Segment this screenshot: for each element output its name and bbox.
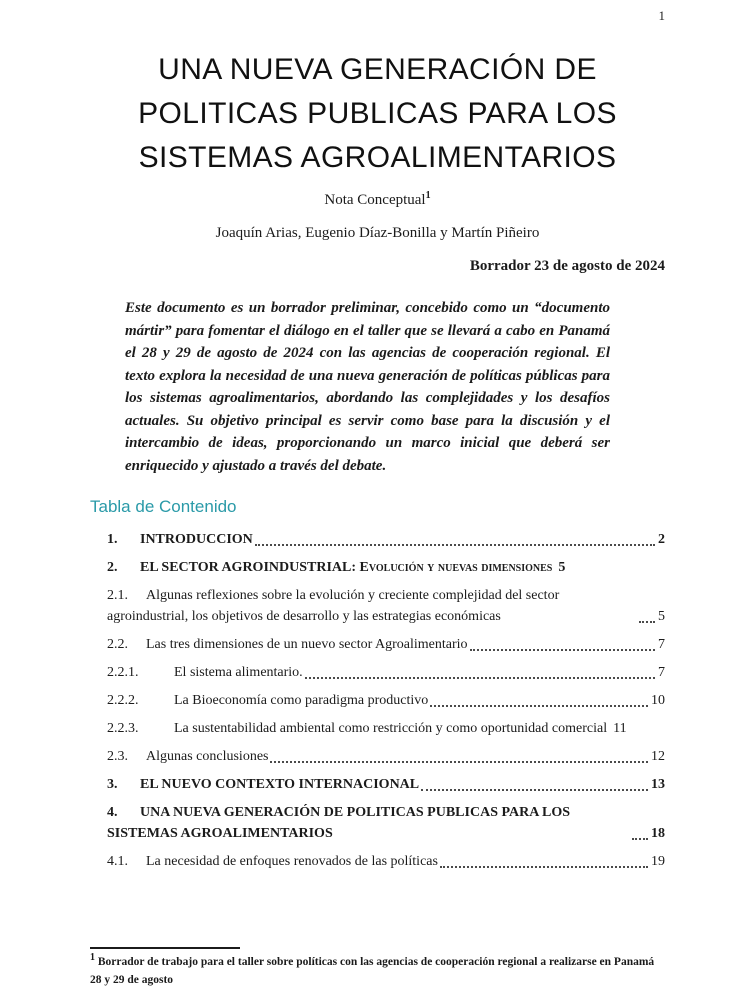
toc-entry-text: Algunas conclusiones bbox=[146, 749, 269, 765]
authors-line: Joaquín Arias, Eugenio Díaz-Bonilla y Martín Piñeiro bbox=[215, 225, 540, 242]
footnote-text: $^1$ Borrador de trabajo para el taller sobre políticas con las agencias de cooperación regional a realizarse en Panamá 28 y 29 de agosto bbox=[90, 952, 655, 987]
toc-entry-text: UNA NUEVA GENERACIÓN DE POLITICAS PUBLICAS PARA LOS SISTEMAS AGROALIMENTARIOS bbox=[107, 805, 571, 842]
table-of-contents bbox=[90, 529, 665, 872]
toc-entry-number: 2.2.2. bbox=[107, 693, 139, 709]
footnote-reference-mark: 1 bbox=[425, 190, 431, 202]
toc-entry[interactable] bbox=[107, 802, 665, 844]
toc-page-number: 7 bbox=[658, 637, 665, 653]
document-title-line-3: SISTEMAS AGROALIMENTARIOS bbox=[138, 141, 617, 175]
toc-entry-number: 3. bbox=[107, 777, 118, 793]
toc-entry-text: Algunas reflexiones sobre la evolución y creciente complejidad del sector agroindustrial, los objetivos de desarrollo y las estrategias económicas bbox=[107, 588, 560, 625]
toc-leader-dots bbox=[440, 866, 648, 868]
toc-leader-dots bbox=[270, 761, 648, 763]
footnote bbox=[90, 947, 665, 990]
toc-page-number: 19 bbox=[651, 854, 665, 870]
toc-entry-number: 2.2.1. bbox=[107, 665, 139, 681]
toc-leader-dots bbox=[470, 649, 655, 651]
toc-entry-text: EL NUEVO CONTEXTO INTERNACIONAL bbox=[140, 777, 420, 793]
toc-entry-text: INTRODUCCION bbox=[140, 532, 253, 548]
toc-page-number: 2 bbox=[658, 532, 665, 548]
toc-leader-dots bbox=[255, 544, 655, 546]
toc-entry-number: 2.3. bbox=[107, 749, 128, 765]
toc-page-number: 5 bbox=[558, 560, 566, 576]
toc-page-number: 12 bbox=[651, 749, 665, 765]
toc-entry[interactable] bbox=[107, 557, 665, 578]
footnote-separator-rule bbox=[90, 947, 240, 949]
toc-entry-text: Las tres dimensiones de un nuevo sector Agroalimentario bbox=[146, 637, 468, 653]
toc-entry-number: 2.2. bbox=[107, 637, 128, 653]
toc-entry-text: El sistema alimentario. bbox=[174, 665, 303, 681]
draft-date: Borrador 23 de agosto de 2024 bbox=[469, 258, 665, 275]
toc-entry-number: 4. bbox=[107, 805, 118, 821]
toc-entry[interactable] bbox=[107, 585, 665, 627]
toc-entry[interactable] bbox=[107, 851, 665, 872]
toc-page-number: 18 bbox=[651, 826, 665, 842]
toc-heading: Tabla de Contenido bbox=[90, 497, 237, 517]
page-number: 1 bbox=[658, 8, 665, 23]
toc-entry[interactable] bbox=[107, 690, 665, 711]
toc-entry[interactable] bbox=[107, 662, 665, 683]
toc-entry-number: 4.1. bbox=[107, 854, 128, 870]
toc-entry[interactable] bbox=[107, 746, 665, 767]
toc-entry-text: EL SECTOR AGROINDUSTRIAL: bbox=[140, 560, 360, 576]
document-title-line-1: UNA NUEVA GENERACIÓN DE bbox=[158, 53, 597, 86]
document-title bbox=[90, 48, 665, 180]
toc-leader-dots bbox=[639, 621, 655, 623]
toc-page-number: 11 bbox=[613, 721, 627, 737]
toc-leader-dots bbox=[430, 705, 648, 707]
toc-entry-text: La Bioeconomía como paradigma productivo bbox=[174, 693, 429, 709]
toc-leader-dots bbox=[632, 838, 648, 840]
toc-entry[interactable] bbox=[107, 634, 665, 655]
toc-leader-dots bbox=[305, 677, 655, 679]
toc-page-number: 13 bbox=[651, 777, 665, 793]
toc-leader-dots bbox=[421, 789, 648, 791]
toc-entry-number: 2.2.3. bbox=[107, 721, 139, 737]
toc-entry[interactable] bbox=[107, 774, 665, 795]
toc-entry-number: 2. bbox=[107, 560, 118, 576]
abstract-paragraph: Este documento es un borrador preliminar, concebido como un “documento mártir” para fomentar el diálogo en el taller que se llevará a cabo en Panamá el 28 y 29 de agosto de 2024 con las agencias de cooperación regional. El texto explora la necesidad de una nueva generación de políticas públicas para los sistemas agroalimentarios, abordando las complejidades y los desafíos actuales. Su objetivo principal es servir como base para la discusión y el intercambio de ideas, proporcionando un marco inicial que deberá ser enriquecido y ajustado a través del debate. bbox=[125, 300, 610, 474]
toc-entry-number: 1. bbox=[107, 532, 118, 548]
toc-page-number: 5 bbox=[658, 609, 665, 625]
document-title-line-2: POLITICAS PUBLICAS PARA LOS bbox=[138, 97, 617, 131]
document-subtitle: Nota Conceptual$^1$ bbox=[324, 190, 431, 209]
toc-entry[interactable] bbox=[107, 529, 665, 550]
toc-page-number: 10 bbox=[651, 693, 665, 709]
toc-entry[interactable] bbox=[107, 718, 665, 739]
toc-entry-text: La sustentabilidad ambiental como restricción y como oportunidad comercial bbox=[174, 721, 608, 737]
toc-entry-number: 2.1. bbox=[107, 588, 128, 604]
toc-page-number: 7 bbox=[658, 665, 665, 681]
toc-entry-text-smallcaps: Evolución y nuevas dimensiones bbox=[359, 560, 553, 576]
toc-entry-text: La necesidad de enfoques renovados de las políticas bbox=[146, 854, 438, 870]
footnote-number: 1 bbox=[90, 952, 95, 964]
